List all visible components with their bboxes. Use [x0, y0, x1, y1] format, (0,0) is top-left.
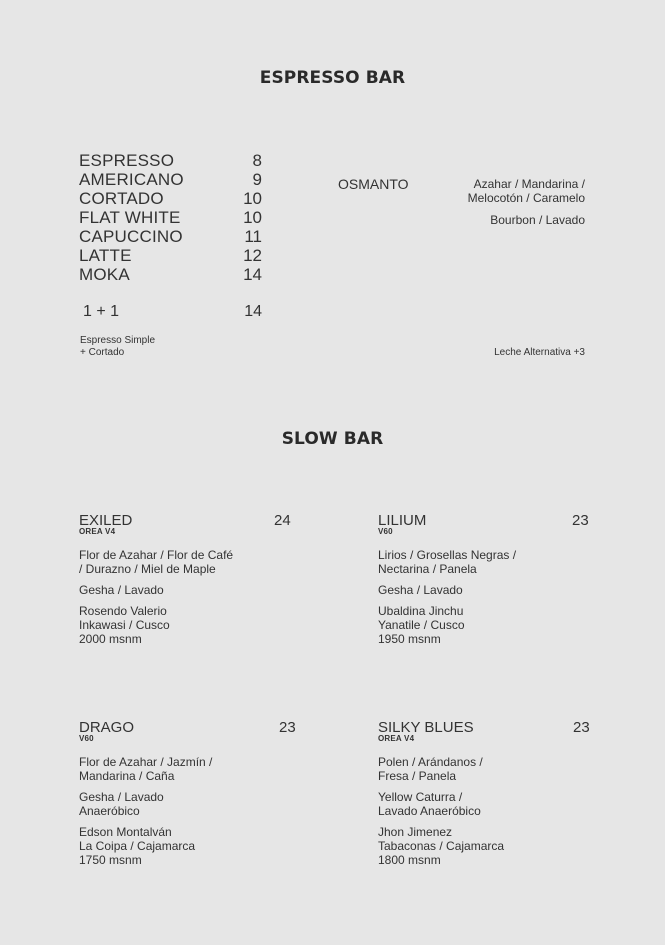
- coffee-name: EXILED: [79, 512, 133, 529]
- process-line: Gesha / Lavado: [79, 790, 164, 804]
- notes-line: Lirios / Grosellas Negras /: [378, 548, 517, 562]
- origin-line: Inkawasi / Cusco: [79, 618, 170, 632]
- origin: [79, 825, 294, 867]
- drink-item: [79, 227, 264, 246]
- notes-line: Nectarina / Panela: [378, 562, 477, 576]
- brew-method: OREA V4: [378, 734, 415, 743]
- combo-note-line: + Cortado: [80, 347, 125, 358]
- espresso-drink-list: [79, 151, 264, 284]
- origin-line: Tabaconas / Cajamarca: [378, 839, 505, 853]
- drink-price: 12: [243, 246, 262, 265]
- process-line: Yellow Caturra /: [378, 790, 463, 804]
- alt-milk-note: Leche Alternativa +3: [494, 347, 585, 358]
- notes-line: Flor de Azahar / Jazmín /: [79, 755, 213, 769]
- coffee-header: [378, 513, 593, 527]
- drink-name: LATTE: [79, 246, 132, 265]
- notes-line: / Durazno / Miel de Maple: [79, 562, 216, 576]
- origin-line: 2000 msnm: [79, 632, 142, 646]
- featured-coffee-name: OSMANTO: [338, 176, 409, 192]
- coffee-card-drago: [79, 720, 294, 867]
- coffee-price: 24: [274, 512, 291, 529]
- coffee-header: [79, 513, 294, 527]
- coffee-header: [79, 720, 294, 734]
- drink-price: 9: [252, 170, 262, 189]
- origin-line: La Coipa / Cajamarca: [79, 839, 196, 853]
- brew-method: V60: [79, 734, 94, 743]
- espresso-bar-title: ESPRESSO BAR: [259, 68, 406, 88]
- coffee-card-exiled: [79, 513, 294, 646]
- origin: [79, 604, 294, 646]
- coffee-header: [378, 720, 593, 734]
- notes-line: Mandarina / Caña: [79, 769, 175, 783]
- coffee-card-lilium: [378, 513, 593, 646]
- drink-price: 10: [243, 189, 262, 208]
- tasting-notes: [378, 755, 593, 783]
- drink-item: [79, 151, 264, 170]
- featured-notes-line: Azahar / Mandarina /: [473, 177, 585, 191]
- tasting-notes: [378, 548, 593, 576]
- drink-price: 11: [244, 227, 262, 246]
- tasting-notes: [79, 548, 294, 576]
- process: [378, 583, 593, 597]
- origin-line: 1800 msnm: [378, 853, 441, 867]
- origin: [378, 604, 593, 646]
- origin-line: Yanatile / Cusco: [378, 618, 465, 632]
- coffee-name: SILKY BLUES: [378, 719, 474, 736]
- slow-bar-title: SLOW BAR: [281, 429, 384, 449]
- process-line: Gesha / Lavado: [79, 583, 164, 597]
- brew-method: V60: [378, 527, 393, 536]
- featured-notes-line: Melocotón / Caramelo: [467, 191, 585, 205]
- drink-price: 14: [243, 265, 262, 284]
- origin-line: 1950 msnm: [378, 632, 441, 646]
- drink-name: CAPUCCINO: [79, 227, 183, 246]
- tasting-notes: [79, 755, 294, 783]
- origin-line: 1750 msnm: [79, 853, 142, 867]
- coffee-card-silky-blues: [378, 720, 593, 867]
- process-line: Anaeróbico: [79, 804, 140, 818]
- coffee-price: 23: [279, 719, 296, 736]
- coffee-name: DRAGO: [79, 719, 135, 736]
- notes-line: Polen / Arándanos /: [378, 755, 483, 769]
- drink-item: [79, 265, 264, 284]
- process: [378, 790, 593, 818]
- origin: [378, 825, 593, 867]
- origin-line: Edson Montalván: [79, 825, 172, 839]
- process-line: Gesha / Lavado: [378, 583, 463, 597]
- combo-price: 14: [244, 303, 262, 320]
- process-line: Lavado Anaeróbico: [378, 804, 481, 818]
- combo-name: 1 + 1: [83, 303, 120, 320]
- drink-name: CORTADO: [79, 189, 164, 208]
- notes-line: Fresa / Panela: [378, 769, 457, 783]
- coffee-name: LILIUM: [378, 512, 427, 529]
- combo-note: [80, 335, 155, 359]
- combo-note-line: Espresso Simple: [80, 335, 156, 346]
- coffee-price: 23: [573, 719, 590, 736]
- drink-name: MOKA: [79, 265, 130, 284]
- notes-line: Flor de Azahar / Flor de Café: [79, 548, 234, 562]
- coffee-price: 23: [572, 512, 589, 529]
- drink-price: 10: [243, 208, 262, 227]
- process: [79, 583, 294, 597]
- drink-item: [79, 208, 264, 227]
- origin-line: Rosendo Valerio: [79, 604, 167, 618]
- featured-coffee-notes: [435, 177, 585, 205]
- drink-name: AMERICANO: [79, 170, 184, 189]
- drink-price: 8: [252, 151, 262, 170]
- drink-name: FLAT WHITE: [79, 208, 181, 227]
- featured-coffee-process: Bourbon / Lavado: [490, 213, 585, 227]
- drink-name: ESPRESSO: [79, 151, 175, 170]
- process: [79, 790, 294, 818]
- origin-line: Jhon Jimenez: [378, 825, 453, 839]
- drink-item: [79, 170, 264, 189]
- drink-item: [79, 246, 264, 265]
- combo-item: [79, 303, 264, 321]
- origin-line: Ubaldina Jinchu: [378, 604, 464, 618]
- drink-item: [79, 189, 264, 208]
- brew-method: OREA V4: [79, 527, 116, 536]
